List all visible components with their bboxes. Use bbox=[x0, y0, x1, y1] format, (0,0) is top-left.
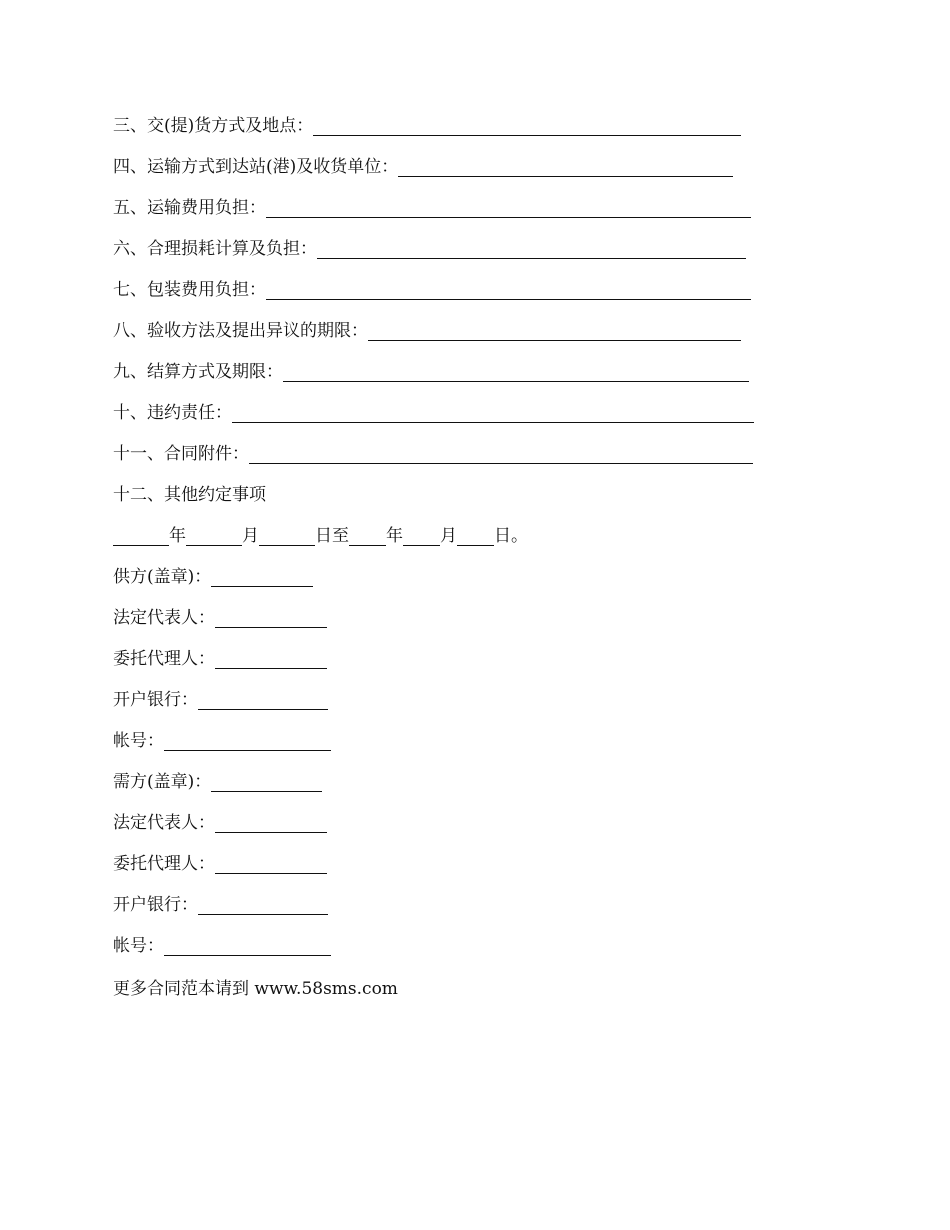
clause-5-label: 五、运输费用负担： bbox=[113, 198, 266, 218]
start-day-blank bbox=[259, 527, 315, 546]
clause-11 bbox=[113, 442, 753, 466]
buyer-bank-line bbox=[113, 893, 328, 917]
end-day-blank bbox=[457, 527, 494, 546]
supplier-party-label: 供方(盖章)： bbox=[113, 567, 212, 587]
clause-4-blank bbox=[398, 158, 733, 177]
footer-note: 更多合同范本请到 www.58sms.com bbox=[113, 979, 398, 999]
clause-6-label: 六、合理损耗计算及负担： bbox=[113, 239, 317, 259]
end-month-label: 月 bbox=[440, 526, 457, 546]
clause-7-label: 七、包装费用负担： bbox=[113, 280, 266, 300]
clause-3 bbox=[113, 114, 741, 138]
clause-8-label: 八、验收方法及提出异议的期限： bbox=[113, 321, 368, 341]
supplier-agent-line bbox=[113, 647, 327, 671]
start-year-label: 年 bbox=[169, 526, 186, 546]
supplier-party-blank bbox=[211, 568, 313, 587]
clause-7 bbox=[113, 278, 751, 302]
supplier-legal-rep-blank bbox=[215, 609, 327, 628]
end-year-blank bbox=[349, 527, 386, 546]
supplier-bank-line bbox=[113, 688, 328, 712]
buyer-bank-label: 开户银行： bbox=[113, 895, 198, 915]
end-day-label: 日。 bbox=[494, 526, 528, 546]
supplier-account-label: 帐号： bbox=[113, 731, 164, 751]
clause-3-blank bbox=[313, 117, 741, 136]
end-year-label: 年 bbox=[386, 526, 403, 546]
start-year-blank bbox=[113, 527, 169, 546]
buyer-legal-rep-blank bbox=[215, 814, 327, 833]
clause-11-label: 十一、合同附件： bbox=[113, 444, 249, 464]
buyer-account-label: 帐号： bbox=[113, 936, 164, 956]
clause-5-blank bbox=[266, 199, 751, 218]
clause-8-blank bbox=[368, 322, 741, 341]
supplier-account-blank bbox=[164, 732, 331, 751]
start-month-blank bbox=[186, 527, 242, 546]
clause-10-blank bbox=[232, 404, 754, 423]
supplier-bank-blank bbox=[198, 691, 328, 710]
clause-8 bbox=[113, 319, 741, 343]
clause-11-blank bbox=[249, 445, 753, 464]
clause-9-label: 九、结算方式及期限： bbox=[113, 362, 283, 382]
clause-9 bbox=[113, 360, 749, 384]
supplier-legal-rep-line bbox=[113, 606, 327, 630]
clause-10 bbox=[113, 401, 754, 425]
buyer-account-line bbox=[113, 934, 331, 958]
clause-12 bbox=[113, 483, 266, 507]
buyer-agent-line bbox=[113, 852, 327, 876]
buyer-agent-label: 委托代理人： bbox=[113, 854, 215, 874]
supplier-legal-rep-label: 法定代表人： bbox=[113, 608, 215, 628]
clause-9-blank bbox=[283, 363, 749, 382]
clause-4 bbox=[113, 155, 733, 179]
buyer-legal-rep-line bbox=[113, 811, 327, 835]
clause-10-label: 十、违约责任： bbox=[113, 403, 232, 423]
buyer-legal-rep-label: 法定代表人： bbox=[113, 813, 215, 833]
clause-6 bbox=[113, 237, 746, 261]
supplier-party-line bbox=[113, 565, 313, 589]
clause-12-label: 十二、其他约定事项 bbox=[113, 485, 266, 505]
clause-7-blank bbox=[266, 281, 751, 300]
buyer-party-label: 需方(盖章)： bbox=[113, 772, 212, 792]
buyer-party-line bbox=[113, 770, 322, 794]
buyer-bank-blank bbox=[198, 896, 328, 915]
supplier-agent-blank bbox=[215, 650, 327, 669]
supplier-agent-label: 委托代理人： bbox=[113, 649, 215, 669]
supplier-account-line bbox=[113, 729, 331, 753]
buyer-account-blank bbox=[164, 937, 331, 956]
buyer-party-blank bbox=[211, 773, 322, 792]
clause-3-label: 三、交(提)货方式及地点： bbox=[113, 116, 314, 136]
clause-6-blank bbox=[317, 240, 746, 259]
clause-4-label: 四、运输方式到达站(港)及收货单位： bbox=[113, 157, 399, 177]
date-line bbox=[113, 524, 528, 548]
supplier-bank-label: 开户银行： bbox=[113, 690, 198, 710]
end-month-blank bbox=[403, 527, 440, 546]
buyer-agent-blank bbox=[215, 855, 327, 874]
start-month-label: 月 bbox=[242, 526, 259, 546]
footer-note-line bbox=[113, 977, 398, 1001]
clause-5 bbox=[113, 196, 751, 220]
start-day-label: 日至 bbox=[315, 526, 349, 546]
